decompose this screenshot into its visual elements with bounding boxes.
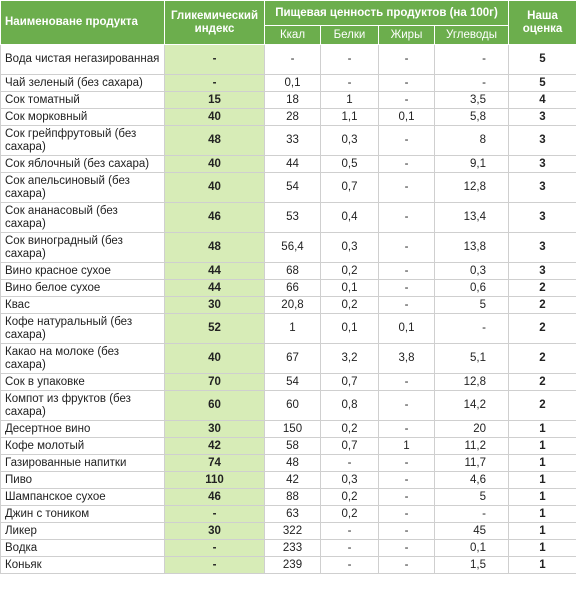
cell-kcal: - xyxy=(265,45,321,75)
cell-gi: 30 xyxy=(165,421,265,438)
cell-kcal: 42 xyxy=(265,472,321,489)
cell-rating: 1 xyxy=(509,472,576,489)
cell-gi: 30 xyxy=(165,297,265,314)
cell-protein: 0,5 xyxy=(321,156,379,173)
cell-carbs: 9,1 xyxy=(435,156,509,173)
cell-protein: 0,1 xyxy=(321,280,379,297)
cell-rating: 3 xyxy=(509,156,576,173)
table-row xyxy=(1,472,576,489)
cell-protein: 3,2 xyxy=(321,344,379,374)
cell-fat: - xyxy=(379,421,435,438)
table-row xyxy=(1,489,576,506)
cell-protein: 0,1 xyxy=(321,314,379,344)
cell-fat: - xyxy=(379,374,435,391)
cell-protein: - xyxy=(321,455,379,472)
cell-fat: - xyxy=(379,173,435,203)
cell-fat: 0,1 xyxy=(379,314,435,344)
cell-kcal: 56,4 xyxy=(265,233,321,263)
cell-fat: - xyxy=(379,263,435,280)
table-row xyxy=(1,126,576,156)
table-row xyxy=(1,540,576,557)
cell-rating: 5 xyxy=(509,75,576,92)
cell-protein: 0,3 xyxy=(321,126,379,156)
cell-rating: 1 xyxy=(509,557,576,574)
cell-kcal: 150 xyxy=(265,421,321,438)
cell-fat: - xyxy=(379,472,435,489)
cell-rating: 2 xyxy=(509,344,576,374)
table-row xyxy=(1,280,576,297)
cell-gi: 110 xyxy=(165,472,265,489)
cell-product-name: Сок виноградный (без сахара) xyxy=(1,233,165,263)
cell-gi: - xyxy=(165,75,265,92)
header-kcal: Ккал xyxy=(265,26,321,45)
cell-kcal: 20,8 xyxy=(265,297,321,314)
cell-gi: 40 xyxy=(165,156,265,173)
cell-rating: 4 xyxy=(509,92,576,109)
table-row xyxy=(1,109,576,126)
cell-protein: 0,4 xyxy=(321,203,379,233)
cell-product-name: Вино белое сухое xyxy=(1,280,165,297)
cell-kcal: 322 xyxy=(265,523,321,540)
cell-fat: - xyxy=(379,203,435,233)
cell-protein: - xyxy=(321,540,379,557)
cell-kcal: 239 xyxy=(265,557,321,574)
cell-product-name: Сок яблочный (без сахара) xyxy=(1,156,165,173)
cell-rating: 2 xyxy=(509,297,576,314)
cell-carbs: 11,2 xyxy=(435,438,509,455)
cell-product-name: Квас xyxy=(1,297,165,314)
cell-carbs: 3,5 xyxy=(435,92,509,109)
cell-fat: 0,1 xyxy=(379,109,435,126)
cell-fat: - xyxy=(379,540,435,557)
header-nutrition: Пищевая ценность продуктов (на 100г) xyxy=(265,1,509,26)
cell-kcal: 88 xyxy=(265,489,321,506)
table-row xyxy=(1,438,576,455)
cell-fat: - xyxy=(379,455,435,472)
cell-kcal: 67 xyxy=(265,344,321,374)
cell-fat: - xyxy=(379,233,435,263)
cell-product-name: Пиво xyxy=(1,472,165,489)
cell-product-name: Сок морковный xyxy=(1,109,165,126)
cell-protein: 1,1 xyxy=(321,109,379,126)
cell-gi: 46 xyxy=(165,489,265,506)
cell-kcal: 68 xyxy=(265,263,321,280)
cell-gi: 44 xyxy=(165,263,265,280)
cell-protein: 0,2 xyxy=(321,421,379,438)
cell-carbs: 11,7 xyxy=(435,455,509,472)
cell-fat: - xyxy=(379,391,435,421)
table-header xyxy=(1,1,576,45)
cell-product-name: Кофе молотый xyxy=(1,438,165,455)
cell-kcal: 233 xyxy=(265,540,321,557)
cell-gi: 48 xyxy=(165,233,265,263)
cell-protein: - xyxy=(321,557,379,574)
cell-protein: 0,2 xyxy=(321,297,379,314)
cell-fat: - xyxy=(379,280,435,297)
cell-kcal: 33 xyxy=(265,126,321,156)
cell-kcal: 28 xyxy=(265,109,321,126)
cell-rating: 2 xyxy=(509,314,576,344)
cell-gi: 44 xyxy=(165,280,265,297)
cell-protein: 0,3 xyxy=(321,233,379,263)
cell-rating: 2 xyxy=(509,280,576,297)
cell-carbs: 5 xyxy=(435,297,509,314)
cell-carbs: 13,8 xyxy=(435,233,509,263)
table-row xyxy=(1,523,576,540)
table-row xyxy=(1,314,576,344)
cell-protein: 0,2 xyxy=(321,263,379,280)
cell-gi: 60 xyxy=(165,391,265,421)
cell-kcal: 54 xyxy=(265,374,321,391)
cell-fat: - xyxy=(379,126,435,156)
table-row xyxy=(1,92,576,109)
table-row xyxy=(1,75,576,92)
cell-carbs: 45 xyxy=(435,523,509,540)
cell-rating: 1 xyxy=(509,421,576,438)
header-gi: Гликемический индекс xyxy=(165,1,265,45)
cell-gi: 52 xyxy=(165,314,265,344)
cell-carbs: 5,8 xyxy=(435,109,509,126)
cell-carbs: 14,2 xyxy=(435,391,509,421)
cell-product-name: Джин с тоником xyxy=(1,506,165,523)
table-body xyxy=(1,45,576,574)
cell-protein: 1 xyxy=(321,92,379,109)
cell-rating: 3 xyxy=(509,203,576,233)
cell-kcal: 54 xyxy=(265,173,321,203)
cell-carbs: - xyxy=(435,314,509,344)
cell-product-name: Сок в упаковке xyxy=(1,374,165,391)
header-carbs: Углеводы xyxy=(435,26,509,45)
cell-kcal: 58 xyxy=(265,438,321,455)
cell-protein: 0,2 xyxy=(321,506,379,523)
cell-product-name: Сок ананасовый (без сахара) xyxy=(1,203,165,233)
cell-gi: 40 xyxy=(165,173,265,203)
cell-rating: 1 xyxy=(509,455,576,472)
cell-kcal: 44 xyxy=(265,156,321,173)
cell-product-name: Десертное вино xyxy=(1,421,165,438)
cell-product-name: Какао на молоке (без сахара) xyxy=(1,344,165,374)
cell-gi: 42 xyxy=(165,438,265,455)
cell-fat: - xyxy=(379,506,435,523)
cell-rating: 1 xyxy=(509,489,576,506)
table-row xyxy=(1,455,576,472)
cell-gi: - xyxy=(165,540,265,557)
cell-product-name: Шампанское сухое xyxy=(1,489,165,506)
table-row xyxy=(1,156,576,173)
cell-gi: 40 xyxy=(165,109,265,126)
cell-protein: 0,8 xyxy=(321,391,379,421)
cell-carbs: 0,6 xyxy=(435,280,509,297)
cell-fat: - xyxy=(379,557,435,574)
header-product: Наименоване продукта xyxy=(1,1,165,45)
header-fat: Жиры xyxy=(379,26,435,45)
cell-gi: 30 xyxy=(165,523,265,540)
cell-product-name: Коньяк xyxy=(1,557,165,574)
header-protein: Белки xyxy=(321,26,379,45)
cell-rating: 3 xyxy=(509,173,576,203)
table-row xyxy=(1,374,576,391)
cell-rating: 3 xyxy=(509,126,576,156)
cell-product-name: Чай зеленый (без сахара) xyxy=(1,75,165,92)
cell-protein: 0,3 xyxy=(321,472,379,489)
cell-carbs: 0,3 xyxy=(435,263,509,280)
cell-rating: 1 xyxy=(509,540,576,557)
cell-carbs: - xyxy=(435,506,509,523)
cell-kcal: 48 xyxy=(265,455,321,472)
cell-product-name: Вода чистая негазированная xyxy=(1,45,165,75)
cell-carbs: 12,8 xyxy=(435,374,509,391)
cell-carbs: 12,8 xyxy=(435,173,509,203)
cell-carbs: 1,5 xyxy=(435,557,509,574)
cell-kcal: 1 xyxy=(265,314,321,344)
cell-product-name: Кофе натуральный (без сахара) xyxy=(1,314,165,344)
cell-protein: 0,7 xyxy=(321,173,379,203)
cell-fat: - xyxy=(379,156,435,173)
cell-protein: - xyxy=(321,523,379,540)
cell-product-name: Ликер xyxy=(1,523,165,540)
cell-fat: 1 xyxy=(379,438,435,455)
cell-gi: 40 xyxy=(165,344,265,374)
cell-product-name: Вино красное сухое xyxy=(1,263,165,280)
cell-fat: 3,8 xyxy=(379,344,435,374)
cell-kcal: 63 xyxy=(265,506,321,523)
table-row xyxy=(1,391,576,421)
table-row xyxy=(1,344,576,374)
table-row xyxy=(1,506,576,523)
cell-carbs: 5 xyxy=(435,489,509,506)
cell-fat: - xyxy=(379,489,435,506)
cell-rating: 2 xyxy=(509,374,576,391)
cell-rating: 1 xyxy=(509,506,576,523)
cell-product-name: Компот из фруктов (без сахара) xyxy=(1,391,165,421)
cell-gi: - xyxy=(165,506,265,523)
cell-protein: 0,7 xyxy=(321,374,379,391)
cell-gi: - xyxy=(165,45,265,75)
table-row xyxy=(1,203,576,233)
cell-gi: 70 xyxy=(165,374,265,391)
table-row xyxy=(1,233,576,263)
header-rating: Наша оценка xyxy=(509,1,576,45)
cell-product-name: Сок томатный xyxy=(1,92,165,109)
cell-kcal: 60 xyxy=(265,391,321,421)
cell-carbs: 4,6 xyxy=(435,472,509,489)
table-row xyxy=(1,45,576,75)
cell-carbs: 20 xyxy=(435,421,509,438)
cell-rating: 1 xyxy=(509,523,576,540)
cell-protein: 0,2 xyxy=(321,489,379,506)
cell-protein: - xyxy=(321,75,379,92)
cell-gi: 46 xyxy=(165,203,265,233)
cell-fat: - xyxy=(379,523,435,540)
cell-product-name: Водка xyxy=(1,540,165,557)
cell-carbs: - xyxy=(435,45,509,75)
cell-protein: - xyxy=(321,45,379,75)
cell-rating: 3 xyxy=(509,233,576,263)
cell-fat: - xyxy=(379,92,435,109)
table-row xyxy=(1,263,576,280)
cell-carbs: 13,4 xyxy=(435,203,509,233)
cell-rating: 5 xyxy=(509,45,576,75)
cell-carbs: 5,1 xyxy=(435,344,509,374)
table-row xyxy=(1,557,576,574)
cell-carbs: 0,1 xyxy=(435,540,509,557)
cell-kcal: 0,1 xyxy=(265,75,321,92)
cell-rating: 2 xyxy=(509,391,576,421)
cell-protein: 0,7 xyxy=(321,438,379,455)
cell-product-name: Сок апельсиновый (без сахара) xyxy=(1,173,165,203)
cell-fat: - xyxy=(379,297,435,314)
cell-rating: 3 xyxy=(509,109,576,126)
cell-rating: 3 xyxy=(509,263,576,280)
cell-carbs: - xyxy=(435,75,509,92)
cell-product-name: Газированные напитки xyxy=(1,455,165,472)
cell-kcal: 66 xyxy=(265,280,321,297)
cell-kcal: 53 xyxy=(265,203,321,233)
cell-gi: 15 xyxy=(165,92,265,109)
cell-rating: 1 xyxy=(509,438,576,455)
table-row xyxy=(1,173,576,203)
cell-carbs: 8 xyxy=(435,126,509,156)
cell-fat: - xyxy=(379,45,435,75)
table-row xyxy=(1,421,576,438)
cell-gi: - xyxy=(165,557,265,574)
cell-fat: - xyxy=(379,75,435,92)
table-row xyxy=(1,297,576,314)
cell-gi: 74 xyxy=(165,455,265,472)
cell-kcal: 18 xyxy=(265,92,321,109)
cell-gi: 48 xyxy=(165,126,265,156)
cell-product-name: Сок грейпфрутовый (без сахара) xyxy=(1,126,165,156)
